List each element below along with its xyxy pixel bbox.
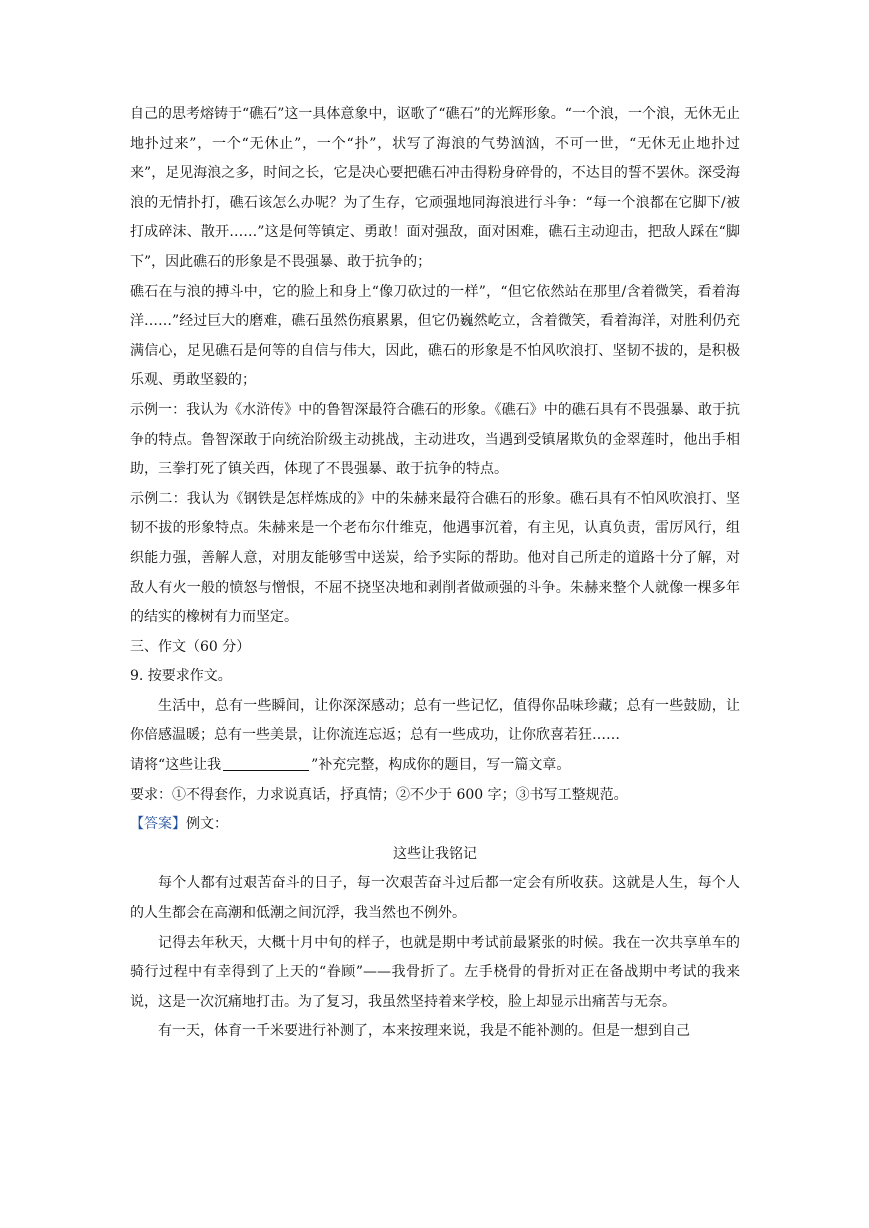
essay-paragraph-2: 记得去年秋天，大概十月中旬的样子，也就是期中考试前最紧张的时候。我在一次共享单车的骑行过程中有幸得到了上天的“眷顾”——我骨折了。左手桡骨的骨折对正在备战期中考试的我来说，这是一次沉痛地打击。为了复习，我虽然坚持着来学校，脸上却显示出痛苦与无奈。 bbox=[130, 934, 740, 1010]
requirements-line: 要求：①不得套作，力求说真话，抒真情；②不少于 600 字；③书写工整规范。 bbox=[130, 786, 628, 803]
essay-title: 这些让我铭记 bbox=[393, 845, 477, 862]
answer-line bbox=[130, 810, 740, 840]
essay-paragraph-3: 有一天，体育一千米要进行补测了，本来按理来说，我是不能补测的。但是一想到自己 bbox=[158, 1023, 690, 1040]
essay-paragraph-1: 每个人都有过艰苦奋斗的日子，每一次艰苦奋斗过后都一定会有所收获。这就是人生，每个人的人生都会在高潮和低潮之间沉浮，我当然也不例外。 bbox=[130, 875, 740, 922]
document-page bbox=[130, 100, 740, 1047]
question-line: 9. 按要求作文。 bbox=[130, 668, 232, 685]
instruction-before-blank: 请将“这些让我 bbox=[130, 757, 222, 774]
analysis-paragraph-1: 自己的思考熔铸于“礁石”这一具体意象中，讴歌了“礁石”的光辉形象。“一个浪，一个浪，无休无止地扑过来”，一个“无休止”，一个“扑”，状写了海浪的气势汹汹，不可一世，“无休无止地扑过来”，足见海浪之多，时间之长，它是决心要把礁石冲击得粉身碎骨的，不达目的誓不罢休。深受海浪的无情扑打，礁石该怎么办呢？为了生存，它顽强地同海浪进行斗争：“每一个浪都在它脚下/被打成碎沫、散开……”这是何等镇定、勇敢！面对强敌，面对困难，礁石主动迎击，把敌人踩在“脚下”，因此礁石的形象是不畏强暴、敢于抗争的； bbox=[130, 106, 740, 270]
example-paragraph-2: 示例二：我认为《钢铁是怎样炼成的》中的朱赫来最符合礁石的形象。礁石具有不怕风吹浪打、坚韧不拔的形象特点。朱赫来是一个老布尔什维克，他遇事沉着，有主见，认真负责，雷厉风行，组织能力强，善解人意，对朋友能够雪中送炭，给予实际的帮助。他对自己所走的道路十分了解，对敌人有火一般的愤怒与憎恨，不屈不挠坚决地和剥削者做顽强的斗争。朱赫来整个人就像一棵多年的结实的橡树有力而坚定。 bbox=[130, 490, 740, 626]
section-heading: 三、作文（60 分） bbox=[130, 638, 251, 655]
prompt-text: 生活中，总有一些瞬间，让你深深感动；总有一些记忆，值得你品味珍藏；总有一些鼓励，让你倍感温暖；总有一些美景，让你流连忘返；总有一些成功，让你欣喜若狂…… bbox=[130, 697, 740, 744]
instruction-line bbox=[130, 751, 740, 781]
instruction-after-blank: ”补充完整，构成你的题目，写一篇文章。 bbox=[311, 757, 571, 774]
answer-tag: 【答案】 bbox=[130, 816, 186, 833]
fill-in-blank bbox=[223, 754, 309, 771]
analysis-paragraph-2: 礁石在与浪的搏斗中，它的脸上和身上“像刀砍过的一样”，“但它依然站在那里/含着微笑，看着海洋……”经过巨大的磨难，礁石虽然伤痕累累，但它仍巍然屹立，含着微笑，看着海洋，对胜利仍充满信心，足见礁石是何等的自信与伟大，因此，礁石的形象是不怕风吹浪打、坚韧不拔的，是积极乐观、勇敢坚毅的； bbox=[130, 283, 740, 389]
example-paragraph-1: 示例一：我认为《水浒传》中的鲁智深最符合礁石的形象。《礁石》中的礁石具有不畏强暴、敢于抗争的特点。鲁智深敢于向统治阶级主动挑战，主动进攻，当遇到受镇屠欺负的金翠莲时，他出手相助，三拳打死了镇关西，体现了不畏强暴、敢于抗争的特点。 bbox=[130, 401, 740, 478]
answer-intro: 例文： bbox=[186, 816, 228, 833]
